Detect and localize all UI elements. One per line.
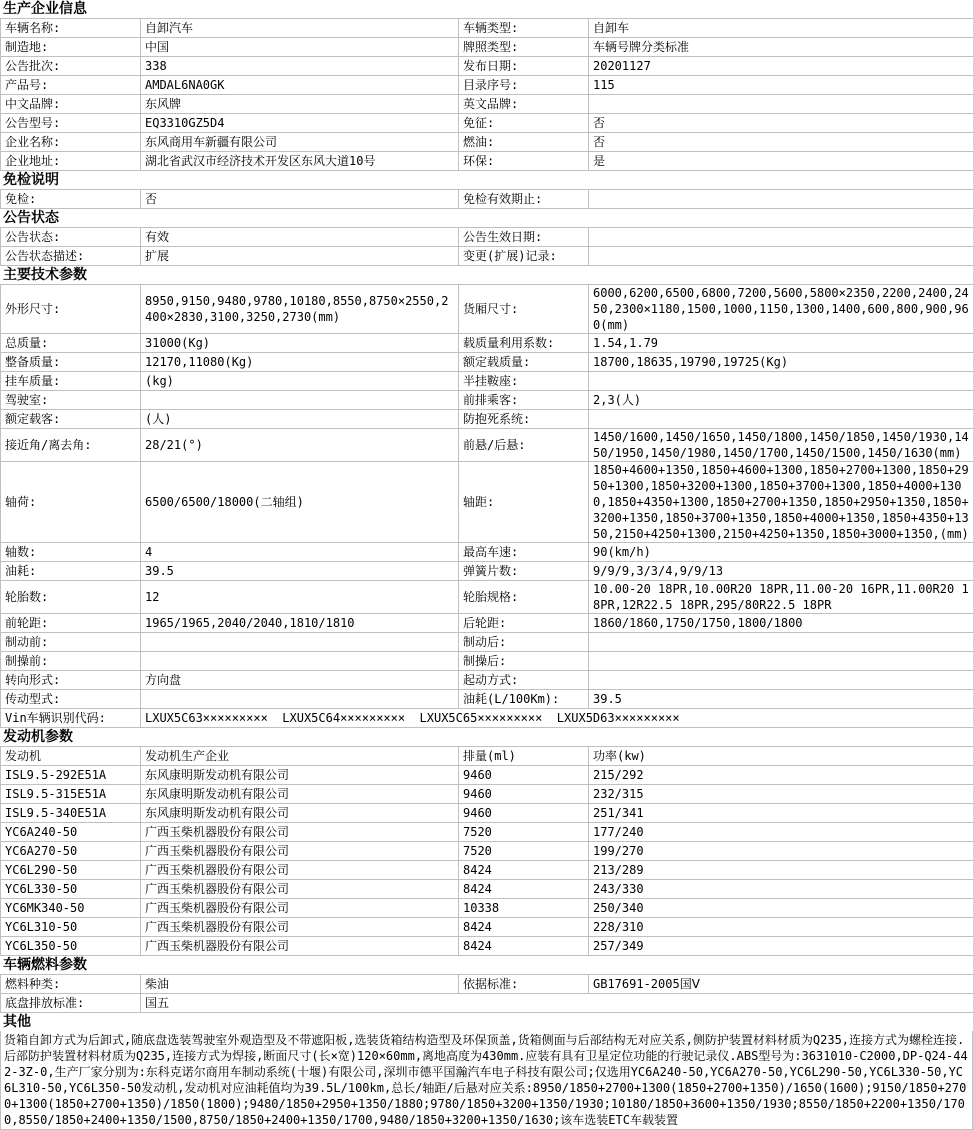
field-label: 公告生效日期: [459,228,589,247]
field-label: 产品号: [1,76,141,95]
table-row [1,975,973,994]
field-label: 公告状态: [1,228,141,247]
field-value: 方向盘 [141,671,459,690]
engine-model-cell: YC6A270-50 [1,842,141,861]
field-value: 1450/1600,1450/1650,1450/1800,1450/1850,1450/1930,1450/1950,1450/1980,1450/1700,1450/1500,1450/1630(mm) [589,429,973,462]
field-label: 制动前: [1,633,141,652]
field-label: 企业地址: [1,152,141,171]
field-value: 是 [589,152,973,171]
field-label: 免征: [459,114,589,133]
field-value [589,228,973,247]
table-row [1,429,973,462]
table-row [1,709,973,728]
section-table-3 [0,284,973,728]
field-label: 牌照类型: [459,38,589,57]
field-label: 传动型式: [1,690,141,709]
table-row [1,690,973,709]
field-label: 公告型号: [1,114,141,133]
field-value: (人) [141,410,459,429]
column-header: 发动机生产企业 [141,747,459,766]
engine-data-cell: 7520 [459,823,589,842]
section-title: 车辆燃料参数 [0,956,973,974]
engine-data-cell: 8424 [459,918,589,937]
engine-data-cell: 10338 [459,899,589,918]
table-row [1,861,973,880]
engine-data-cell: 8424 [459,937,589,956]
engine-model-cell: ISL9.5-292E51A [1,766,141,785]
section-title: 生产企业信息 [0,0,973,18]
engine-model-cell: YC6L290-50 [1,861,141,880]
table-row [1,247,973,266]
field-label: 燃油: [459,133,589,152]
field-value: 扩展 [141,247,459,266]
field-value: 12 [141,581,459,614]
field-value [589,372,973,391]
engine-model-cell: ISL9.5-340E51A [1,804,141,823]
field-value [589,247,973,266]
engine-model-cell: YC6L350-50 [1,937,141,956]
engine-model-cell: YC6MK340-50 [1,899,141,918]
field-value: 18700,18635,19790,19725(Kg) [589,353,973,372]
column-header: 发动机 [1,747,141,766]
field-label: 额定载客: [1,410,141,429]
field-value: 90(km/h) [589,543,973,562]
engine-data-cell: 8424 [459,861,589,880]
field-label: 弹簧片数: [459,562,589,581]
section-title: 发动机参数 [0,728,973,746]
field-label: 整备质量: [1,353,141,372]
column-header: 排量(ml) [459,747,589,766]
field-label: 变更(扩展)记录: [459,247,589,266]
engine-data-cell: 广西玉柴机器股份有限公司 [141,842,459,861]
section-title: 公告状态 [0,209,973,227]
table-row [1,372,973,391]
field-value [141,391,459,410]
table-row [1,785,973,804]
table-row [1,937,973,956]
field-value [589,652,973,671]
field-value: 12170,11080(Kg) [141,353,459,372]
engine-data-cell: 广西玉柴机器股份有限公司 [141,937,459,956]
table-row [1,95,973,114]
field-label: 半挂鞍座: [459,372,589,391]
field-value: 否 [141,190,459,209]
field-value: 自卸汽车 [141,19,459,38]
field-value: 9/9/9,3/3/4,9/9/13 [589,562,973,581]
table-row [1,543,973,562]
engine-data-cell: 213/289 [589,861,973,880]
field-value: GB17691-2005国Ⅴ [589,975,973,994]
field-label: 底盘排放标准: [1,994,141,1013]
field-value: 2,3(人) [589,391,973,410]
column-header: 功率(kw) [589,747,973,766]
engine-data-cell: 243/330 [589,880,973,899]
table-row [1,334,973,353]
field-label: 车辆类型: [459,19,589,38]
field-value: 1850+4600+1350,1850+4600+1300,1850+2700+1300,1850+2950+1300,1850+3200+1300,1850+3700+1300,1850+4000+1300,1850+4350+1300,1850+2700+1350,1850+2950+1350,1850+3200+1350,1850+3700+1350,1850+4000+1350,1850+4350+1350,2150+4250+1300,2150+4250+1350,1850+3000+1350,(mm) [589,462,973,543]
engine-data-cell: 177/240 [589,823,973,842]
field-label: 挂车质量: [1,372,141,391]
field-value: 115 [589,76,973,95]
section-table-5 [0,974,973,1013]
field-label: 公告批次: [1,57,141,76]
field-label: 轮胎规格: [459,581,589,614]
field-value: 柴油 [141,975,459,994]
field-value [589,190,973,209]
section-title: 主要技术参数 [0,266,973,284]
table-row [1,57,973,76]
engine-data-cell: 250/340 [589,899,973,918]
table-row [1,353,973,372]
field-label: 公告状态描述: [1,247,141,266]
table-row [1,880,973,899]
engine-data-cell: 广西玉柴机器股份有限公司 [141,823,459,842]
field-label: 依据标准: [459,975,589,994]
field-label: 燃料种类: [1,975,141,994]
table-row [1,581,973,614]
table-row [1,633,973,652]
table-row [1,462,973,543]
engine-data-cell: 8424 [459,880,589,899]
field-label: 车辆名称: [1,19,141,38]
other-notes-text: 货箱自卸方式为后卸式,随底盘选装驾驶室外观造型及不带遮阳板,选装货箱结构造型及环保顶盖,货箱侧面与后部结构无对应关系,侧防护装置材料材质为Q235,连接方式为螺栓连接.后部防护装置材料材质为Q235,连接方式为焊接,断面尺寸(长×宽)120×60mm,离地高度为430mm.应装有具有卫星定位功能的行驶记录仪.ABS型号为:3631010-C2000,DP-Q24-442-3Z-0,生产厂家分别为:东科克诺尔商用车制动系统(十堰)有限公司,深圳市德平国瀚汽车电子科技有限公司;仅选用YC6A240-50,YC6A270-50,YC6L290-50,YC6L330-50,YC6L310-50,YC6L350-50发动机,发动机对应油耗值均为39.5L/100km,总长/轴距/后悬对应关系:8950/1850+2700+1300(1850+2700+1350)/1650(1600);9150/1850+2700+1300(1850+2700+1350)/1850(1800);9480/1850+2950+1350/1880;9780/1850+3200+1350/1930;10180/1850+3600+1350/1930;8550/1850+2200+1350/1700,8550/1850+2400+1350/1500,8750/1850+2400+1350/1700,9480/1850+3200+1350/1630;该车选装ETC车载装置 [0,1031,973,1130]
engine-data-cell: 215/292 [589,766,973,785]
field-label: 油耗(L/100Km): [459,690,589,709]
engine-model-cell: YC6L330-50 [1,880,141,899]
table-row [1,391,973,410]
field-label: 环保: [459,152,589,171]
table-row [1,228,973,247]
engine-data-cell: 199/270 [589,842,973,861]
field-label: 后轮距: [459,614,589,633]
table-row [1,133,973,152]
engine-data-cell: 7520 [459,842,589,861]
field-value: EQ3310GZ5D4 [141,114,459,133]
field-value: (kg) [141,372,459,391]
engine-data-cell: 东风康明斯发动机有限公司 [141,804,459,823]
section-table-4 [0,746,973,956]
table-header-row [1,747,973,766]
field-label: 油耗: [1,562,141,581]
engine-model-cell: ISL9.5-315E51A [1,785,141,804]
field-value: AMDAL6NA0GK [141,76,459,95]
table-row [1,614,973,633]
field-label: 制动后: [459,633,589,652]
field-value [141,633,459,652]
table-row [1,842,973,861]
field-value [589,633,973,652]
table-row [1,410,973,429]
engine-data-cell: 广西玉柴机器股份有限公司 [141,899,459,918]
field-label: 制操前: [1,652,141,671]
field-value: 否 [589,133,973,152]
table-row [1,19,973,38]
field-value [589,95,973,114]
field-label: 载质量利用系数: [459,334,589,353]
table-row [1,652,973,671]
table-row [1,766,973,785]
field-value: 39.5 [141,562,459,581]
field-label: 制操后: [459,652,589,671]
field-label: 发布日期: [459,57,589,76]
field-label: 转向形式: [1,671,141,690]
field-value: 东风牌 [141,95,459,114]
table-row [1,114,973,133]
field-label: 前悬/后悬: [459,429,589,462]
table-row [1,152,973,171]
field-label: 防抱死系统: [459,410,589,429]
field-label: 外形尺寸: [1,285,141,334]
field-value: 338 [141,57,459,76]
field-label: 起动方式: [459,671,589,690]
field-value: 6500/6500/18000(二轴组) [141,462,459,543]
engine-data-cell: 9460 [459,785,589,804]
field-value: 28/21(°) [141,429,459,462]
field-label: 轴数: [1,543,141,562]
field-value: 10.00-20 18PR,10.00R20 18PR,11.00-20 16PR,11.00R20 18PR,12R22.5 18PR,295/80R22.5 18PR [589,581,973,614]
table-row [1,38,973,57]
field-label: 额定载质量: [459,353,589,372]
section-table-1 [0,189,973,209]
section-title: 其他 [0,1013,973,1031]
engine-data-cell: 广西玉柴机器股份有限公司 [141,918,459,937]
field-value [141,690,459,709]
field-value: 1.54,1.79 [589,334,973,353]
field-value: 8950,9150,9480,9780,10180,8550,8750×2550,2400×2830,3100,3250,2730(mm) [141,285,459,334]
table-row [1,994,973,1013]
section-table-0 [0,18,973,171]
field-value: LXUX5C63××××××××× LXUX5C64××××××××× LXUX5C65××××××××× LXUX5D63××××××××× [141,709,973,728]
table-row [1,285,973,334]
engine-data-cell: 东风康明斯发动机有限公司 [141,785,459,804]
table-row [1,76,973,95]
field-label: 轴荷: [1,462,141,543]
field-value: 国五 [141,994,973,1013]
field-label: 免检有效期止: [459,190,589,209]
field-value: 31000(Kg) [141,334,459,353]
field-label: 接近角/离去角: [1,429,141,462]
field-value [589,410,973,429]
engine-model-cell: YC6L310-50 [1,918,141,937]
section-title: 免检说明 [0,171,973,189]
field-label: 企业名称: [1,133,141,152]
field-label: 驾驶室: [1,391,141,410]
field-value: 6000,6200,6500,6800,7200,5600,5800×2350,2200,2400,2450,2300×1180,1500,1000,1150,1300,1400,600,800,900,960(mm) [589,285,973,334]
field-value: 自卸车 [589,19,973,38]
table-row [1,823,973,842]
engine-data-cell: 257/349 [589,937,973,956]
field-label: 目录序号: [459,76,589,95]
field-value [589,671,973,690]
field-value: 4 [141,543,459,562]
field-value: 车辆号牌分类标准 [589,38,973,57]
field-label: 前排乘客: [459,391,589,410]
field-value: 湖北省武汉市经济技术开发区东风大道10号 [141,152,459,171]
field-label: 免检: [1,190,141,209]
field-value [141,652,459,671]
field-label: Vin车辆识别代码: [1,709,141,728]
field-label: 轮胎数: [1,581,141,614]
field-value: 39.5 [589,690,973,709]
field-label: 总质量: [1,334,141,353]
table-row [1,562,973,581]
field-label: 前轮距: [1,614,141,633]
field-label: 中文品牌: [1,95,141,114]
field-label: 制造地: [1,38,141,57]
engine-data-cell: 广西玉柴机器股份有限公司 [141,861,459,880]
engine-data-cell: 251/341 [589,804,973,823]
field-value: 中国 [141,38,459,57]
field-label: 英文品牌: [459,95,589,114]
field-value: 1965/1965,2040/2040,1810/1810 [141,614,459,633]
table-row [1,671,973,690]
table-row [1,190,973,209]
engine-model-cell: YC6A240-50 [1,823,141,842]
field-label: 轴距: [459,462,589,543]
table-row [1,899,973,918]
field-value: 否 [589,114,973,133]
table-row [1,804,973,823]
field-value: 1860/1860,1750/1750,1800/1800 [589,614,973,633]
engine-data-cell: 9460 [459,804,589,823]
engine-data-cell: 东风康明斯发动机有限公司 [141,766,459,785]
engine-data-cell: 广西玉柴机器股份有限公司 [141,880,459,899]
field-label: 货厢尺寸: [459,285,589,334]
field-label: 最高车速: [459,543,589,562]
field-value: 20201127 [589,57,973,76]
engine-data-cell: 9460 [459,766,589,785]
engine-data-cell: 232/315 [589,785,973,804]
field-value: 东风商用车新疆有限公司 [141,133,459,152]
section-table-2 [0,227,973,266]
field-value: 有效 [141,228,459,247]
engine-data-cell: 228/310 [589,918,973,937]
table-row [1,918,973,937]
